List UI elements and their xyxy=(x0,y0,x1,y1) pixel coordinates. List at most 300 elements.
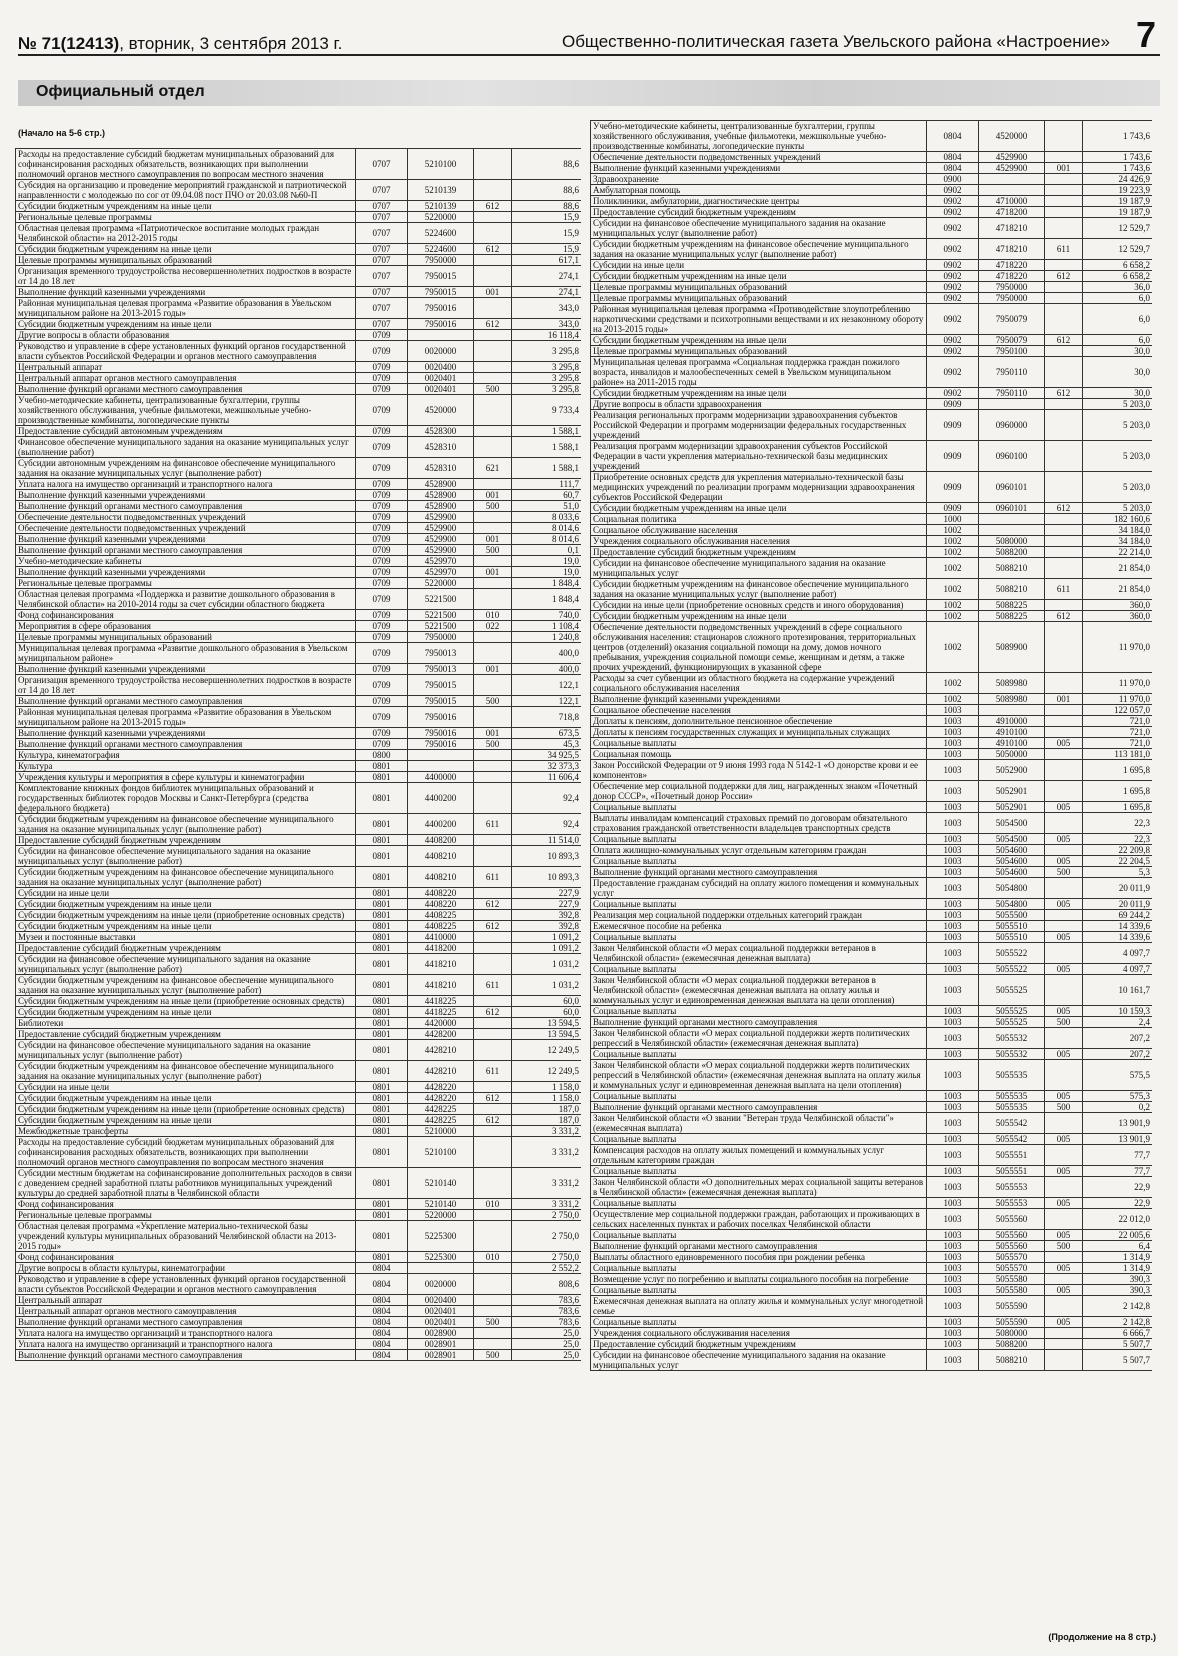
row-expense-type: 001 xyxy=(1045,694,1083,705)
row-target-code: 5055535 xyxy=(979,1060,1045,1091)
row-amount: 5,3 xyxy=(1083,867,1153,878)
table-row xyxy=(16,1104,582,1115)
row-expense-type: 500 xyxy=(1045,1241,1083,1252)
row-section-code: 1003 xyxy=(927,834,979,845)
row-expense-type xyxy=(474,1306,512,1317)
table-row xyxy=(16,395,582,426)
row-target-code: 4428210 xyxy=(408,1061,474,1082)
table-row xyxy=(16,954,582,975)
row-section-code: 0909 xyxy=(927,441,979,472)
table-row xyxy=(16,534,582,545)
row-name: Выплаты областного единовременного пособия при рождении ребенка xyxy=(591,1252,927,1263)
row-section-code: 0804 xyxy=(356,1339,408,1350)
row-expense-type: 612 xyxy=(1045,271,1083,282)
row-amount: 6 666,7 xyxy=(1083,1328,1153,1339)
row-target-code: 4410000 xyxy=(408,932,474,943)
row-expense-type: 612 xyxy=(474,1115,512,1126)
row-section-code: 1003 xyxy=(927,1049,979,1060)
row-expense-type xyxy=(1045,346,1083,357)
table-row xyxy=(16,675,582,696)
row-name: Выполнение функций органами местного самоуправления xyxy=(16,1317,356,1328)
row-expense-type: 005 xyxy=(1045,1049,1083,1060)
row-name: Социальные выплаты xyxy=(591,1230,927,1241)
row-name: Региональные целевые программы xyxy=(16,212,356,223)
row-target-code: 5055535 xyxy=(979,1091,1045,1102)
table-row xyxy=(16,578,582,589)
row-amount: 3 295,8 xyxy=(512,362,582,373)
table-row xyxy=(591,239,1153,260)
table-row xyxy=(591,174,1153,185)
row-amount: 1 158,0 xyxy=(512,1082,582,1093)
row-name: Выполнение функций казенными учреждениями xyxy=(16,567,356,578)
row-target-code xyxy=(408,761,474,772)
row-expense-type: 612 xyxy=(474,244,512,255)
row-target-code: 5224600 xyxy=(408,244,474,255)
row-name: Закон Российской Федерации от 9 июня 1993 года N 5142-1 «О донорстве крови и ее компонентов» xyxy=(591,760,927,781)
row-name: Фонд софинансирования xyxy=(16,1252,356,1263)
row-name: Выполнение функций казенными учреждениями xyxy=(16,287,356,298)
row-section-code: 0707 xyxy=(356,255,408,266)
row-section-code: 0801 xyxy=(356,1040,408,1061)
row-name: Социальные выплаты xyxy=(591,1006,927,1017)
row-expense-type xyxy=(474,888,512,899)
row-expense-type: 005 xyxy=(1045,1134,1083,1145)
table-row xyxy=(591,878,1153,899)
row-target-code xyxy=(979,514,1045,525)
row-target-code: 5210140 xyxy=(408,1168,474,1199)
row-name: Выполнение функций органами местного самоуправления xyxy=(16,384,356,395)
row-target-code: 5089900 xyxy=(979,622,1045,673)
row-amount: 207,2 xyxy=(1083,1028,1153,1049)
row-name: Центральный аппарат органов местного самоуправления xyxy=(16,373,356,384)
row-expense-type xyxy=(474,1082,512,1093)
row-amount: 36,0 xyxy=(1083,282,1153,293)
row-name: Субсидии местным бюджетам на софинансирование дополнительных расходов в связи с доведением средней заработной платы работников муниципальных учреждений культуры до средней заработной платы в Челябинской области xyxy=(16,1168,356,1199)
row-name: Доплаты к пенсиям государственных служащих и муниципальных служащих xyxy=(591,727,927,738)
table-row xyxy=(16,373,582,384)
row-target-code: 5220000 xyxy=(408,212,474,223)
row-amount: 92,4 xyxy=(512,783,582,814)
row-amount: 25,0 xyxy=(512,1339,582,1350)
row-amount: 22,9 xyxy=(1083,1177,1153,1198)
row-name: Ежемесячная денежная выплата на оплату жилья и коммунальных услуг многодетной семье xyxy=(591,1296,927,1317)
row-amount: 1 091,2 xyxy=(512,932,582,943)
row-section-code: 0902 xyxy=(927,335,979,346)
row-name: Субсидии на финансовое обеспечение муниципального задания на оказание муниципальных услуг (выполнение работ) xyxy=(16,846,356,867)
row-section-code: 1003 xyxy=(927,1028,979,1049)
row-expense-type: 001 xyxy=(474,534,512,545)
row-name: Субсидии на финансовое обеспечение муниципального задания на оказание муниципальных услуг (выполнение работ) xyxy=(591,218,927,239)
row-expense-type: 500 xyxy=(1045,1017,1083,1028)
left-column xyxy=(15,148,581,1626)
row-amount: 2 552,2 xyxy=(512,1263,582,1274)
row-expense-type xyxy=(1045,1113,1083,1134)
row-target-code: 5221500 xyxy=(408,589,474,610)
continuation-from-note: (Начало на 5-6 стр.) xyxy=(18,128,105,138)
row-section-code: 0902 xyxy=(927,196,979,207)
row-expense-type xyxy=(1045,304,1083,335)
row-section-code: 0801 xyxy=(356,1018,408,1029)
row-name: Обеспечение мер социальной поддержки для лиц, награжденных знаком «Почетный донор СССР», «Почетный донор России» xyxy=(591,781,927,802)
row-name: Социальное обслуживание населения xyxy=(591,525,927,536)
row-section-code: 1002 xyxy=(927,525,979,536)
row-name: Субсидии бюджетным учреждениям на финансовое обеспечение муниципального задания на оказание муниципальных услуг (выполнение работ) xyxy=(591,579,927,600)
table-row xyxy=(16,1295,582,1306)
row-target-code: 5052901 xyxy=(979,781,1045,802)
row-target-code: 5210000 xyxy=(408,1126,474,1137)
row-expense-type xyxy=(474,1263,512,1274)
row-name: Субсидии бюджетным учреждениям на иные цели xyxy=(16,1093,356,1104)
row-amount: 10 161,7 xyxy=(1083,975,1153,1006)
table-row xyxy=(591,399,1153,410)
row-expense-type xyxy=(474,212,512,223)
row-section-code: 0801 xyxy=(356,1093,408,1104)
row-section-code: 0709 xyxy=(356,490,408,501)
row-target-code: 4528900 xyxy=(408,479,474,490)
row-target-code: 4408220 xyxy=(408,899,474,910)
row-amount: 19 223,9 xyxy=(1083,185,1153,196)
row-section-code: 1003 xyxy=(927,1339,979,1350)
row-name: Учреждения культуры и мероприятия в сфере культуры и кинематографии xyxy=(16,772,356,783)
row-name: Выполнение функций органами местного самоуправления xyxy=(591,1017,927,1028)
row-section-code: 1003 xyxy=(927,921,979,932)
row-expense-type: 500 xyxy=(1045,1102,1083,1113)
row-expense-type: 500 xyxy=(474,501,512,512)
row-expense-type xyxy=(474,932,512,943)
row-expense-type xyxy=(474,1040,512,1061)
row-section-code: 1003 xyxy=(927,1263,979,1274)
row-name: Субсидии бюджетным учреждениям на иные цели xyxy=(591,388,927,399)
row-section-code: 0801 xyxy=(356,1252,408,1263)
table-row xyxy=(591,1328,1153,1339)
row-target-code xyxy=(979,185,1045,196)
row-name: Обеспечение деятельности подведомственных учреждений xyxy=(16,523,356,534)
row-name: Закон Челябинской области «О мерах социальной поддержки жертв политических репрессий в Челябинской области» (ежемесячная денежная выплата) xyxy=(591,1028,927,1049)
row-name: Приобретение основных средств для укрепления материально-технической базы медицинских учреждений по реализации программ модернизации здравоохранения субъектов Российской Федерации xyxy=(591,472,927,503)
row-target-code: 5088210 xyxy=(979,558,1045,579)
row-section-code: 0801 xyxy=(356,867,408,888)
row-target-code: 7950000 xyxy=(979,282,1045,293)
row-target-code: 4910000 xyxy=(979,716,1045,727)
row-amount: 1 588,1 xyxy=(512,426,582,437)
table-row xyxy=(16,1339,582,1350)
row-name: Руководство и управление в сфере установленных функций органов государственной власти субъектов Российской Федерации и органов местного самоуправления xyxy=(16,341,356,362)
row-target-code: 5055525 xyxy=(979,975,1045,1006)
row-amount: 227,9 xyxy=(512,888,582,899)
table-row xyxy=(16,728,582,739)
row-section-code: 0707 xyxy=(356,149,408,180)
row-section-code: 1003 xyxy=(927,943,979,964)
row-section-code: 0707 xyxy=(356,201,408,212)
row-section-code: 1003 xyxy=(927,1113,979,1134)
row-amount: 390,3 xyxy=(1083,1274,1153,1285)
row-amount: 22 012,0 xyxy=(1083,1209,1153,1230)
row-section-code: 0900 xyxy=(927,174,979,185)
row-name: Целевые программы муниципальных образований xyxy=(16,255,356,266)
row-amount: 14 339,6 xyxy=(1083,932,1153,943)
row-amount: 390,3 xyxy=(1083,1285,1153,1296)
row-expense-type xyxy=(1045,921,1083,932)
row-amount: 122,1 xyxy=(512,675,582,696)
table-row xyxy=(16,1018,582,1029)
row-amount: 13 594,5 xyxy=(512,1018,582,1029)
row-name: Осуществление мер социальной поддержки граждан, работающих и проживающих в сельских населенных пунктах и рабочих поселках Челябинской области xyxy=(591,1209,927,1230)
row-amount: 34 184,0 xyxy=(1083,525,1153,536)
row-target-code: 4528900 xyxy=(408,490,474,501)
row-amount: 60,7 xyxy=(512,490,582,501)
row-target-code: 5052900 xyxy=(979,760,1045,781)
row-amount: 1 588,1 xyxy=(512,437,582,458)
table-row xyxy=(16,932,582,943)
table-row xyxy=(16,384,582,395)
row-name: Муниципальная целевая программа «Развитие дошкольного образования в Увельском муниципальном районе» xyxy=(16,643,356,664)
row-section-code: 1003 xyxy=(927,716,979,727)
row-section-code: 0804 xyxy=(356,1274,408,1295)
row-target-code: 7950000 xyxy=(979,293,1045,304)
row-target-code: 5224600 xyxy=(408,223,474,244)
issue-line xyxy=(18,34,342,54)
row-name: Субсидии бюджетным учреждениям на иные цели xyxy=(591,611,927,622)
row-target-code: 5210100 xyxy=(408,1137,474,1168)
row-target-code: 4529900 xyxy=(408,512,474,523)
table-row xyxy=(591,282,1153,293)
row-section-code: 1003 xyxy=(927,705,979,716)
row-expense-type xyxy=(474,1168,512,1199)
row-target-code: 5210140 xyxy=(408,1199,474,1210)
table-row xyxy=(16,589,582,610)
row-expense-type xyxy=(1045,716,1083,727)
row-name: Другие вопросы в области культуры, кинематографии xyxy=(16,1263,356,1274)
row-section-code: 1003 xyxy=(927,1241,979,1252)
table-row xyxy=(591,1209,1153,1230)
table-row xyxy=(591,1134,1153,1145)
row-name: Субсидии бюджетным учреждениям на иные цели xyxy=(16,1115,356,1126)
table-row xyxy=(16,501,582,512)
row-target-code: 5054600 xyxy=(979,845,1045,856)
row-target-code: 4418225 xyxy=(408,1007,474,1018)
row-name: Учебно-методические кабинеты, централизованные бухгалтерии, группы хозяйственного обслуживания, учебные фильмотеки, межшкольные учебно-производственные комбинаты, логопедические пункты xyxy=(591,121,927,152)
row-amount: 8 014,6 xyxy=(512,523,582,534)
row-name: Субсидии на финансовое обеспечение муниципального задания на оказание муниципальных услуг (выполнение работ) xyxy=(16,954,356,975)
row-amount: 13 901,9 xyxy=(1083,1113,1153,1134)
row-name: Закон Челябинской области «О мерах социальной поддержки ветеранов в Челябинской области» (ежемесячная денежная выплата) xyxy=(591,943,927,964)
row-name: Уплата налога на имущество организаций и транспортного налога xyxy=(16,1339,356,1350)
row-expense-type: 005 xyxy=(1045,834,1083,845)
row-amount: 10 893,3 xyxy=(512,846,582,867)
table-row xyxy=(591,760,1153,781)
row-expense-type: 500 xyxy=(474,1350,512,1361)
row-expense-type xyxy=(1045,749,1083,760)
row-name: Субсидии бюджетным учреждениям на иные цели xyxy=(16,899,356,910)
table-row xyxy=(16,643,582,664)
row-amount: 22 209,8 xyxy=(1083,845,1153,856)
row-name: Целевые программы муниципальных образований xyxy=(591,282,927,293)
row-name: Социальные выплаты xyxy=(591,1198,927,1209)
row-section-code: 1003 xyxy=(927,1134,979,1145)
row-target-code: 5055525 xyxy=(979,1006,1045,1017)
row-expense-type xyxy=(474,373,512,384)
row-target-code: 5220000 xyxy=(408,1210,474,1221)
row-section-code: 1002 xyxy=(927,579,979,600)
row-section-code: 0709 xyxy=(356,578,408,589)
table-row xyxy=(591,1285,1153,1296)
row-amount: 343,0 xyxy=(512,319,582,330)
row-name: Выполнение функций казенными учреждениями xyxy=(591,163,927,174)
row-amount: 3 331,2 xyxy=(512,1137,582,1168)
row-target-code: 4408210 xyxy=(408,867,474,888)
row-expense-type: 612 xyxy=(474,319,512,330)
row-target-code: 7950000 xyxy=(408,255,474,266)
row-amount: 15,9 xyxy=(512,212,582,223)
row-target-code: 5055553 xyxy=(979,1198,1045,1209)
row-section-code: 1003 xyxy=(927,975,979,1006)
row-amount: 111,7 xyxy=(512,479,582,490)
row-section-code: 0709 xyxy=(356,610,408,621)
row-amount: 69 244,2 xyxy=(1083,910,1153,921)
table-row xyxy=(591,845,1153,856)
row-expense-type: 500 xyxy=(474,1317,512,1328)
table-row xyxy=(591,1017,1153,1028)
table-row xyxy=(591,547,1153,558)
row-target-code: 5055542 xyxy=(979,1134,1045,1145)
row-target-code: 4408225 xyxy=(408,921,474,932)
row-amount: 2 750,0 xyxy=(512,1210,582,1221)
table-row xyxy=(16,899,582,910)
row-section-code: 1003 xyxy=(927,1102,979,1113)
row-target-code: 5221500 xyxy=(408,621,474,632)
row-name: Выполнение функций органами местного самоуправления xyxy=(16,501,356,512)
row-section-code: 0902 xyxy=(927,346,979,357)
row-expense-type: 005 xyxy=(1045,1198,1083,1209)
row-amount: 5 203,0 xyxy=(1083,410,1153,441)
row-expense-type xyxy=(474,223,512,244)
table-row xyxy=(591,705,1153,716)
row-section-code: 0709 xyxy=(356,373,408,384)
row-name: Уплата налога на имущество организаций и транспортного налога xyxy=(16,479,356,490)
row-section-code: 0801 xyxy=(356,996,408,1007)
table-row xyxy=(16,975,582,996)
row-amount: 30,0 xyxy=(1083,346,1153,357)
row-target-code: 5088210 xyxy=(979,1350,1045,1371)
row-expense-type: 005 xyxy=(1045,1230,1083,1241)
row-amount: 575,3 xyxy=(1083,1091,1153,1102)
row-name: Целевые программы муниципальных образований xyxy=(591,346,927,357)
table-row xyxy=(591,694,1153,705)
row-expense-type xyxy=(474,1018,512,1029)
row-name: Субсидии бюджетным учреждениям на иные цели xyxy=(16,921,356,932)
row-name: Социальное обеспечение населения xyxy=(591,705,927,716)
row-section-code: 1002 xyxy=(927,600,979,611)
row-section-code: 1003 xyxy=(927,910,979,921)
row-name: Выполнение функций органами местного самоуправления xyxy=(591,867,927,878)
row-amount: 5 507,7 xyxy=(1083,1350,1153,1371)
table-row xyxy=(591,304,1153,335)
table-row xyxy=(16,1007,582,1018)
row-section-code: 0801 xyxy=(356,1115,408,1126)
table-row xyxy=(16,319,582,330)
row-amount: 22 214,0 xyxy=(1083,547,1153,558)
row-amount: 11 514,0 xyxy=(512,835,582,846)
row-expense-type xyxy=(474,180,512,201)
row-expense-type xyxy=(1045,1350,1083,1371)
table-row xyxy=(16,621,582,632)
row-amount: 11 970,0 xyxy=(1083,694,1153,705)
row-name: Организация временного трудоустройства несовершеннолетних подростков в возрасте от 14 до 18 лет xyxy=(16,675,356,696)
row-target-code: 4420000 xyxy=(408,1018,474,1029)
row-name: Районная муниципальная целевая программа «Развитие образования в Увельском муниципальном районе на 2013-2015 годы» xyxy=(16,707,356,728)
row-section-code: 0707 xyxy=(356,244,408,255)
row-section-code: 0902 xyxy=(927,282,979,293)
row-target-code: 0020000 xyxy=(408,1274,474,1295)
row-expense-type xyxy=(474,255,512,266)
table-row xyxy=(16,1210,582,1221)
row-section-code: 0801 xyxy=(356,761,408,772)
row-target-code: 5055580 xyxy=(979,1274,1045,1285)
row-section-code: 0709 xyxy=(356,707,408,728)
row-target-code: 0020400 xyxy=(408,1295,474,1306)
table-row xyxy=(16,523,582,534)
row-amount: 5 203,0 xyxy=(1083,472,1153,503)
row-expense-type xyxy=(1045,910,1083,921)
row-target-code: 5052901 xyxy=(979,802,1045,813)
row-amount: 1 743,6 xyxy=(1083,121,1153,152)
row-expense-type xyxy=(474,362,512,373)
row-section-code: 1003 xyxy=(927,964,979,975)
row-target-code xyxy=(979,174,1045,185)
row-expense-type xyxy=(1045,218,1083,239)
row-name: Предоставление субсидий бюджетным учреждениям xyxy=(16,1029,356,1040)
row-target-code xyxy=(408,1263,474,1274)
table-row xyxy=(591,1339,1153,1350)
row-expense-type xyxy=(1045,622,1083,673)
row-amount: 1 848,4 xyxy=(512,589,582,610)
row-amount: 783,6 xyxy=(512,1317,582,1328)
row-name: Социальные выплаты xyxy=(591,802,927,813)
row-target-code: 4718200 xyxy=(979,207,1045,218)
row-expense-type xyxy=(474,589,512,610)
row-section-code: 0801 xyxy=(356,1007,408,1018)
row-name: Выполнение функций казенными учреждениями xyxy=(591,694,927,705)
table-row xyxy=(591,622,1153,673)
table-row xyxy=(591,932,1153,943)
row-name: Районная муниципальная целевая программа «Противодействие злоупотреблению наркотическими средствами и психотропными веществами и их незаконному обороту на 2013-2015 годы» xyxy=(591,304,927,335)
row-target-code: 5054500 xyxy=(979,834,1045,845)
row-amount: 3 295,8 xyxy=(512,373,582,384)
table-row xyxy=(591,185,1153,196)
table-row xyxy=(591,1006,1153,1017)
row-expense-type: 005 xyxy=(1045,1285,1083,1296)
row-target-code: 5055590 xyxy=(979,1296,1045,1317)
row-section-code: 0709 xyxy=(356,621,408,632)
row-amount: 1 031,2 xyxy=(512,954,582,975)
table-row xyxy=(16,739,582,750)
row-expense-type xyxy=(474,578,512,589)
row-target-code xyxy=(408,750,474,761)
row-target-code: 5221500 xyxy=(408,610,474,621)
row-name: Субсидии бюджетным учреждениям на финансовое обеспечение муниципального задания на оказание муниципальных услуг (выполнение работ) xyxy=(16,1061,356,1082)
table-row xyxy=(16,212,582,223)
row-expense-type xyxy=(1045,760,1083,781)
row-name: Библиотеки xyxy=(16,1018,356,1029)
row-section-code: 0804 xyxy=(356,1317,408,1328)
table-row xyxy=(591,293,1153,304)
row-expense-type xyxy=(474,1339,512,1350)
section-title: Официальный отдел xyxy=(36,83,205,100)
table-row xyxy=(16,1061,582,1082)
row-target-code: 4408210 xyxy=(408,846,474,867)
table-row xyxy=(16,298,582,319)
row-section-code: 0709 xyxy=(356,545,408,556)
